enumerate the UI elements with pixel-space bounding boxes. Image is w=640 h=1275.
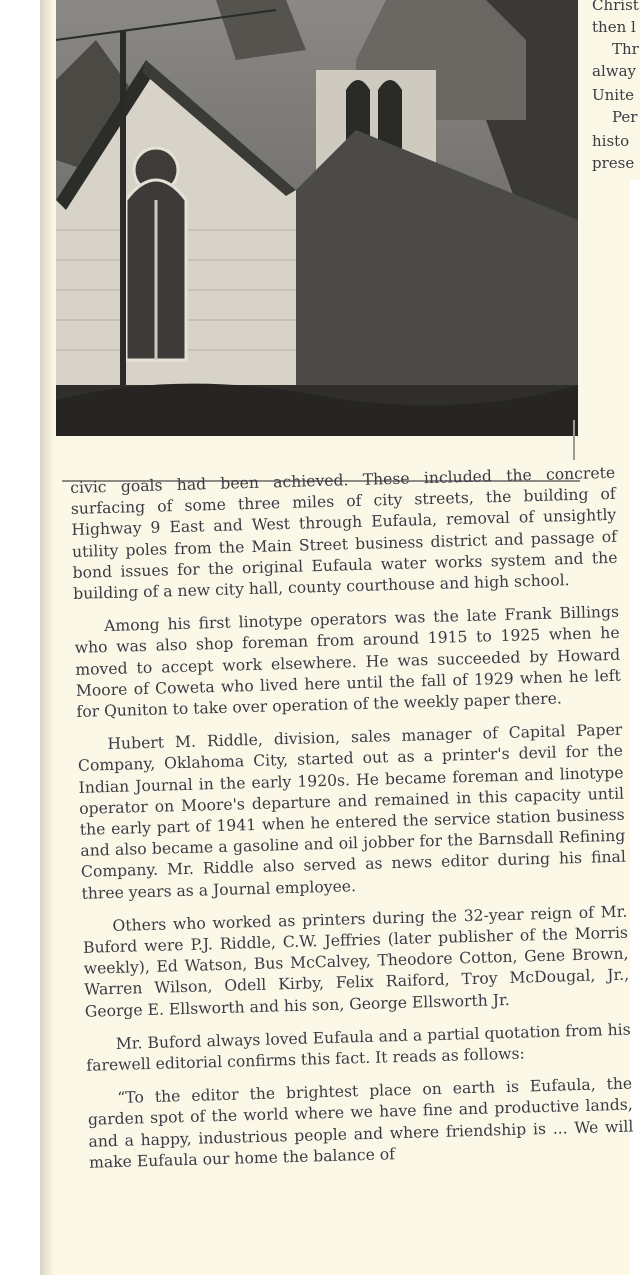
- fragment-line: then l: [592, 18, 636, 36]
- article-paragraph: civic goals had been achieved. These included the concrete surfacing of some three miles of city streets, the building of Highway 9 East and West through Eufaula, removal of unsightly utility poles from the Main Street business district and passage of bond issues for the original Eufaula water works system and the building of a new city hall, county courthouse and high school.: [70, 463, 618, 603]
- article-paragraph: “To the editor the brightest place on earth is Eufaula, the garden spot of the world where we have fine and productive lands, and a happy, industrious people and where friendship is ... We will make Eufaula our home the balance of: [87, 1074, 634, 1172]
- article-paragraph: Among his first linotype operators was the late Frank Billings who was also shop foreman from around 1915 to 1925 when he moved to accept work elsewhere. He was succeeded by Howard Moore of Coweta who lived here until the fall of 1929 when he left for Quniton to take over operation of the weekly paper there.: [74, 602, 621, 721]
- clipping-edge-shadow: [40, 0, 54, 1275]
- fragment-line: histo: [592, 132, 630, 150]
- fragment-line: prese: [592, 154, 635, 172]
- fragment-line: alway: [592, 62, 636, 80]
- fragment-line: Per: [612, 108, 638, 126]
- article-paragraph: Mr. Buford always loved Eufaula and a partial quotation from his farewell editorial confirms this fact. It reads as follows:: [86, 1020, 631, 1075]
- article-paragraph: Hubert M. Riddle, division, sales manager of Capital Paper Company, Oklahoma City, started out as a printer's devil for the Indian Journal in the early 1920s. He became foreman and linotype operator on Moore's departure and remained in this capacity until the early part of 1941 when he entered the service station business and also became a gasoline and oil jobber for the Barnsdall Refining Company. Mr. Riddle also served as news editor during his final three years as a Journal employee.: [77, 720, 627, 903]
- fragment-line: Thr: [612, 40, 639, 58]
- church-photo-image: [56, 0, 578, 436]
- photo-rule-tick: [573, 420, 575, 460]
- church-photo: [56, 0, 578, 436]
- adjacent-column-fragment: [580, 0, 640, 180]
- article-paragraph: Others who worked as printers during the 32-year reign of Mr. Buford were P.J. Riddle, C.W. Jeffries (later publisher of the Morris weekly), Ed Watson, Bus McCalvey, Theodore Cotton, Gene Brown, Warren Wilson, Odell Kirby, Felix Raiford, Troy McDougal, Jr., George E. Ellsworth and his son, George Ellsworth Jr.: [82, 902, 630, 1021]
- article-body: [70, 463, 634, 1174]
- fragment-line: Christ: [592, 0, 639, 14]
- fragment-line: Unite: [592, 86, 635, 104]
